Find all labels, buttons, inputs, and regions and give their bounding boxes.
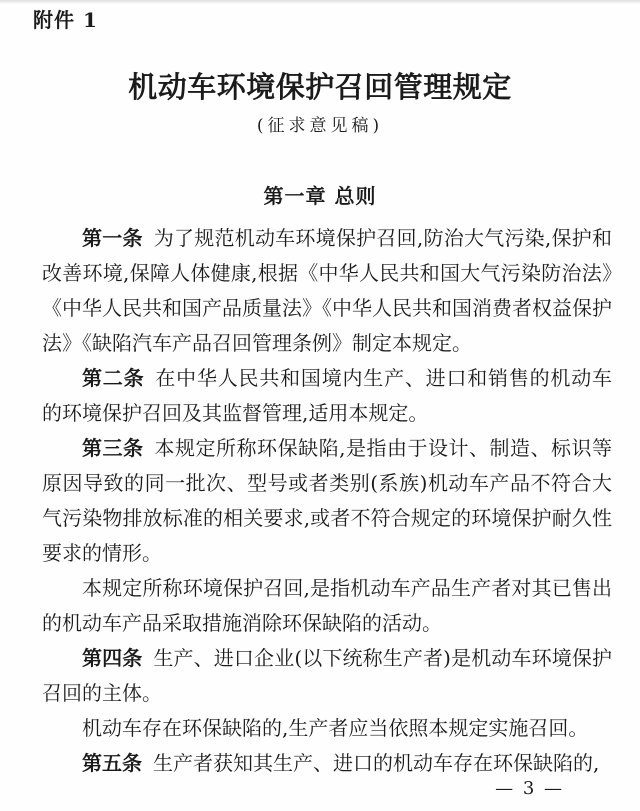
paragraph-text: 在中华人民共和国境内生产、进口和销售的机动车的环境保护召回及其监督管理,适用本规定。 (42, 366, 612, 425)
paragraph-article-3 (42, 431, 612, 571)
chapter-heading: 第一章 总则 (263, 184, 377, 208)
article-label: 第一条 (82, 226, 143, 250)
paragraph-text: 生产者获知其生产、进口的机动车存在环保缺陷的, (153, 751, 600, 775)
document-body (42, 221, 612, 781)
paragraph-text: 机动车存在环保缺陷的,生产者应当依照本规定实施召回。 (82, 716, 589, 740)
paragraph-article-5 (42, 746, 612, 781)
article-label: 第四条 (82, 646, 143, 670)
article-label: 第三条 (82, 436, 144, 460)
article-label: 第五条 (82, 751, 142, 775)
document-subtitle: (征求意见稿) (256, 116, 384, 136)
document-title: 机动车环境保护召回管理规定 (128, 70, 512, 104)
paragraph-text: 为了规范机动车环境保护召回,防治大气污染,保护和改善环境,保障人体健康,根据《中华人民共和国大气污染防治法》《中华人民共和国产品质量法》《中华人民共和国消费者权益保护法》《缺陷汽车产品召回管理条例》制定本规定。 (42, 226, 613, 355)
paragraph-article-4 (42, 641, 612, 711)
paragraph-article-3-cont (42, 571, 612, 641)
paragraph-article-1 (42, 221, 612, 361)
article-label: 第二条 (82, 366, 145, 390)
attachment-label: 附件 1 (33, 8, 98, 32)
paragraph-text: 本规定所称环境保护召回,是指机动车产品生产者对其已售出的机动车产品采取措施消除环保缺陷的活动。 (42, 576, 612, 635)
page-number: — 3 — (495, 778, 564, 799)
paragraph-article-2 (42, 361, 612, 431)
paragraph-text: 生产、进口企业(以下统称生产者)是机动车环境保护召回的主体。 (42, 646, 613, 705)
paragraph-text: 本规定所称环保缺陷,是指由于设计、制造、标识等原因导致的同一批次、型号或者类别(系族)机动车产品不符合大气污染物排放标准的相关要求,或者不符合规定的环境保护耐久性要求的情形。 (42, 436, 613, 565)
paragraph-article-4-cont (42, 711, 612, 746)
